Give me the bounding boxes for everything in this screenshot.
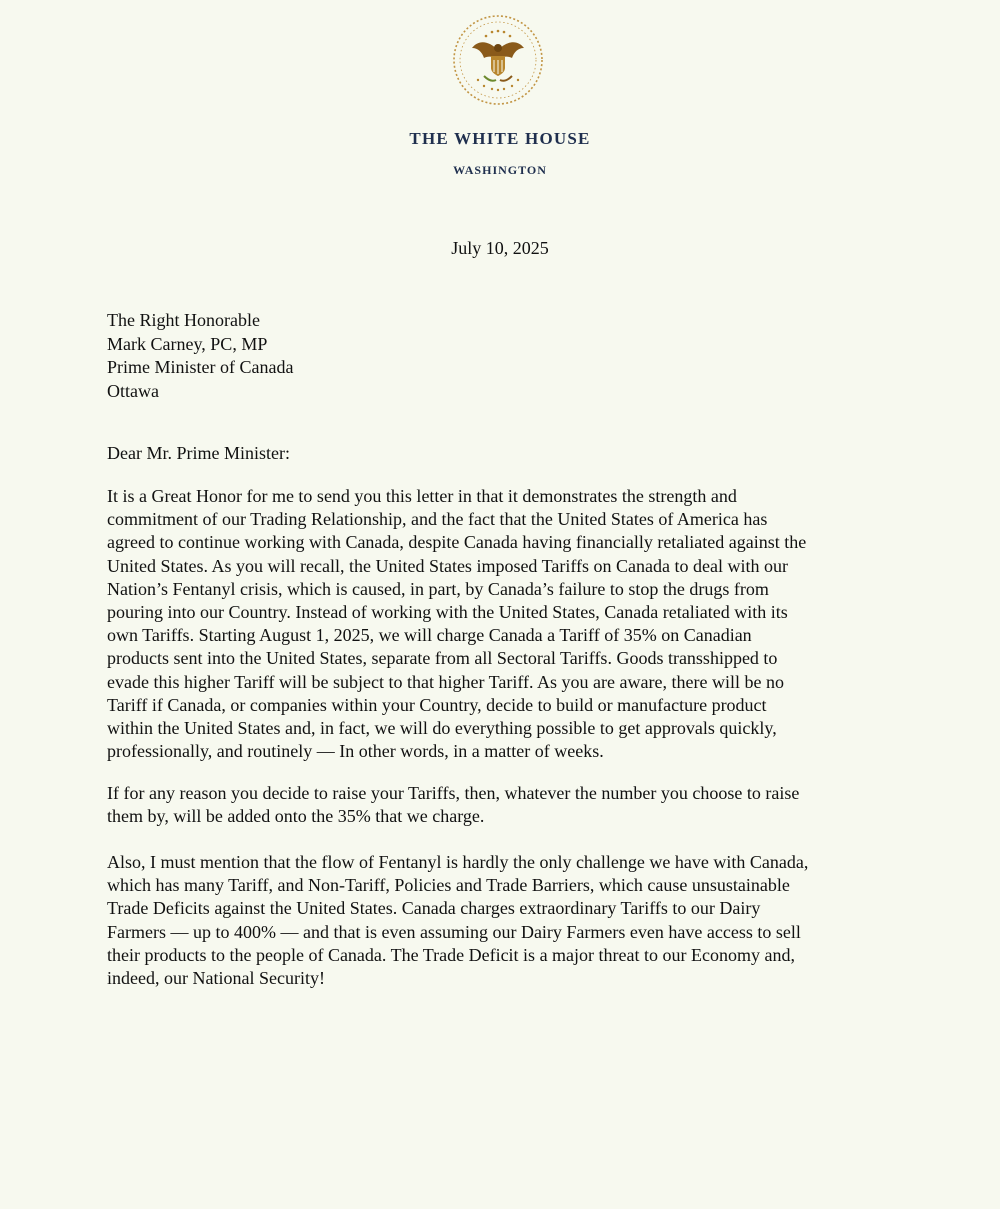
paragraph-line: Also, I must mention that the flow of Fentanyl is hardly the only challenge we have with Canada,	[107, 852, 809, 872]
paragraph-line: commitment of our Trading Relationship, and the fact that the United States of America has	[107, 509, 768, 530]
body-paragraph-2	[107, 782, 907, 828]
paragraph-line: indeed, our National Security!	[107, 968, 325, 989]
paragraph-line: agreed to continue working with Canada, despite Canada having financially retaliated against the	[107, 532, 807, 553]
paragraph-line: It is a Great Honor for me to send you this letter in that it demonstrates the strength and	[107, 486, 737, 506]
body-paragraph-1	[107, 485, 907, 763]
paragraph-line: Nation’s Fentanyl crisis, which is caused, in part, by Canada’s failure to stop the drugs from	[107, 578, 769, 599]
paragraph-line: United States. As you will recall, the United States imposed Tariffs on Canada to deal with our	[107, 555, 788, 576]
presidential-seal-icon	[448, 10, 548, 110]
paragraph-line: own Tariffs. Starting August 1, 2025, we will charge Canada a Tariff of 35% on Canadian	[107, 625, 752, 646]
recipient-line: The Right Honorable	[107, 310, 260, 330]
recipient-line: Ottawa	[107, 380, 159, 401]
paragraph-line: Farmers — up to 400% — and that is even assuming our Dairy Farmers even have access to sell	[107, 921, 801, 942]
recipient-line: Prime Minister of Canada	[107, 357, 294, 377]
paragraph-line: their products to the people of Canada. The Trade Deficit is a major threat to our Economy and,	[107, 944, 795, 965]
salutation: Dear Mr. Prime Minister:	[107, 443, 290, 463]
paragraph-line: within the United States and, in fact, we will do everything possible to get approvals quickly,	[107, 718, 777, 739]
body-paragraph-3	[107, 851, 907, 990]
letterhead-title: THE WHITE HOUSE	[409, 129, 591, 148]
paragraph-line: which has many Tariff, and Non-Tariff, Policies and Trade Barriers, which cause unsustainable	[107, 875, 790, 896]
paragraph-line: Trade Deficits against the United States. Canada charges extraordinary Tariffs to our Dairy	[107, 898, 761, 919]
paragraph-line: professionally, and routinely — In other words, in a matter of weeks.	[107, 741, 604, 762]
recipient-address	[107, 309, 293, 403]
paragraph-line: products sent into the United States, separate from all Sectoral Tariffs. Goods transshipped to	[107, 648, 778, 669]
paragraph-line: evade this higher Tariff will be subject to that higher Tariff. As you are aware, there will be no	[107, 671, 784, 692]
paragraph-line: Tariff if Canada, or companies within your Country, decide to build or manufacture product	[107, 694, 767, 715]
paragraph-line: If for any reason you decide to raise your Tariffs, then, whatever the number you choose to raise	[107, 783, 800, 803]
letter-date: July 10, 2025	[451, 238, 549, 258]
recipient-line: Mark Carney, PC, MP	[107, 333, 268, 354]
letterhead-city: WASHINGTON	[453, 163, 547, 177]
paragraph-line: pouring into our Country. Instead of working with the United States, Canada retaliated with its	[107, 602, 788, 623]
paragraph-line: them by, will be added onto the 35% that we charge.	[107, 806, 485, 827]
